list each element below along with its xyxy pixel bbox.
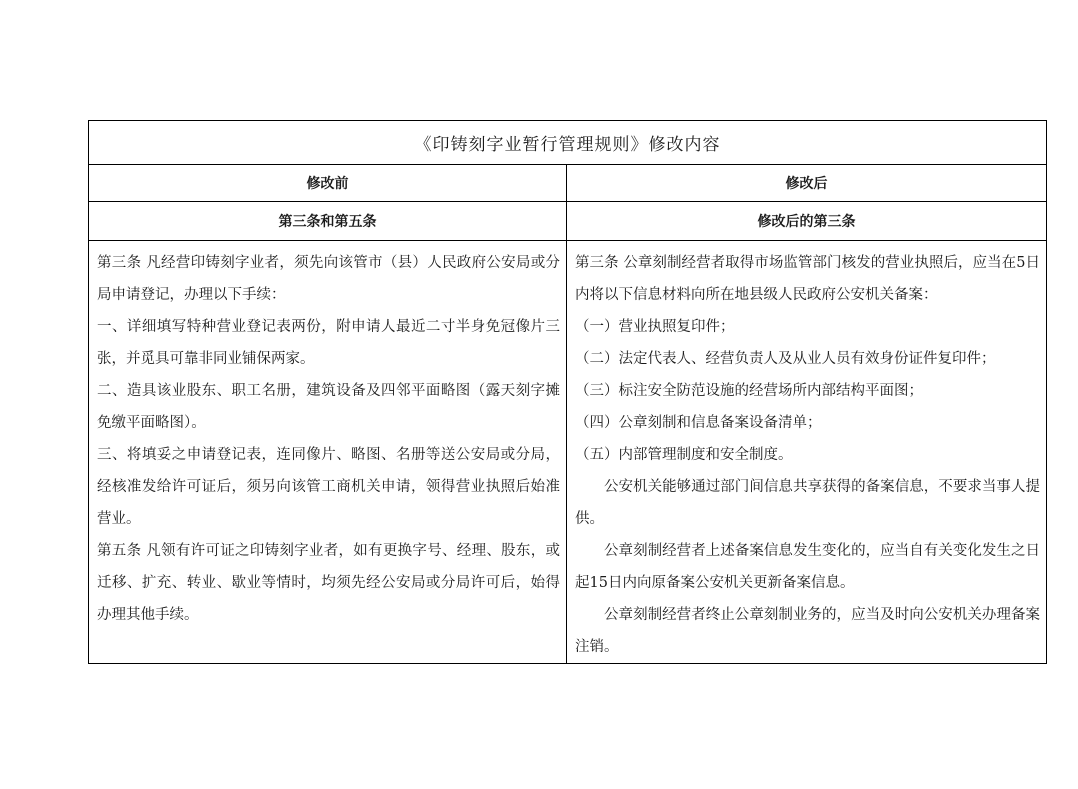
content-row — [89, 241, 1047, 664]
content-before — [89, 241, 567, 664]
before-paragraph: 一、详细填写特种营业登记表两份，附申请人最近二寸半身免冠像片三张，并觅具可靠非同业铺保两家。 — [97, 319, 560, 367]
before-paragraph: 第五条 凡领有许可证之印铸刻字业者，如有更换字号、经理、股东，或迁移、扩充、转业、歇业等情时，均须先经公安局或分局许可后，始得办理其他手续。 — [97, 543, 560, 623]
before-paragraph: 第三条 凡经营印铸刻字业者，须先向该管市（县）人民政府公安局或分局申请登记，办理以下手续： — [97, 255, 560, 303]
content-after — [567, 241, 1047, 664]
after-paragraph: （三）标注安全防范设施的经营场所内部结构平面图； — [575, 383, 923, 399]
after-paragraph: 公章刻制经营者终止公章刻制业务的，应当及时向公安机关办理备案注销。 — [575, 607, 1040, 655]
after-paragraph: （二）法定代表人、经营负责人及从业人员有效身份证件复印件； — [575, 351, 996, 367]
after-paragraph: （五）内部管理制度和安全制度。 — [575, 447, 793, 463]
title-row — [89, 121, 1047, 165]
after-paragraph: 第三条 公章刻制经营者取得市场监管部门核发的营业执照后，应当在5日内将以下信息材料向所在地县级人民政府公安机关备案： — [575, 255, 1040, 303]
subheader-after: 修改后的第三条 — [567, 202, 1047, 241]
before-paragraph: 三、将填妥之申请登记表，连同像片、略图、名册等送公安局或分局，经核准发给许可证后，须另向该管工商机关申请，领得营业执照后始准营业。 — [97, 447, 560, 527]
header-row — [89, 165, 1047, 202]
table-title: 《印铸刻字业暂行管理规则》修改内容 — [89, 121, 1047, 165]
after-paragraph: 公安机关能够通过部门间信息共享获得的备案信息，不要求当事人提供。 — [575, 479, 1040, 527]
subheader-before: 第三条和第五条 — [89, 202, 567, 241]
after-paragraph: （四）公章刻制和信息备案设备清单； — [575, 415, 822, 431]
comparison-table — [88, 120, 1047, 664]
after-paragraph: 公章刻制经营者上述备案信息发生变化的，应当自有关变化发生之日起15日内向原备案公安机关更新备案信息。 — [575, 543, 1040, 591]
subheader-row — [89, 202, 1047, 241]
header-before: 修改前 — [89, 165, 567, 202]
header-after: 修改后 — [567, 165, 1047, 202]
before-paragraph: 二、造具该业股东、职工名册，建筑设备及四邻平面略图（露天刻字摊免缴平面略图）。 — [97, 383, 560, 431]
after-paragraph: （一）营业执照复印件； — [575, 319, 735, 335]
